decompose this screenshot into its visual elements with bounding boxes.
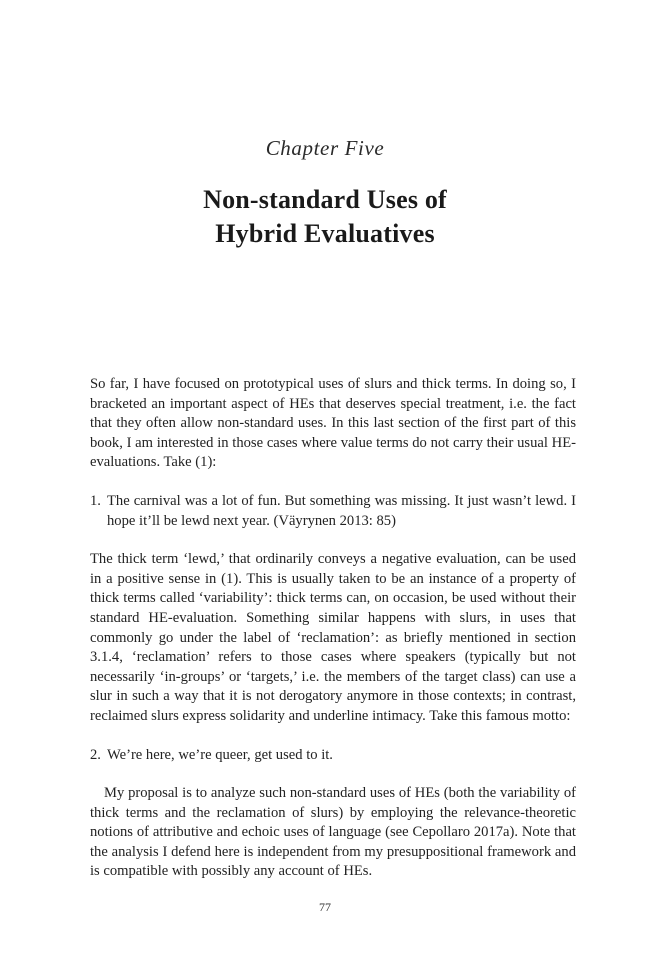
- example-1-text: The carnival was a lot of fun. But something was missing. It just wasn’t lewd. I hope it’ll be lewd next year. (Väyrynen 2013: 85): [107, 492, 576, 529]
- example-1: [90, 492, 576, 531]
- paragraph-3: My proposal is to analyze such non-standard uses of HEs (both the variability of thick terms and the reclamation of slurs) by employing the relevance-theoretic notions of attributive and echoic uses of language (see Cepollaro 2017a). Note that the analysis I defend here is independent from my presuppositional framework and is compatible with possibly any account of HEs.: [90, 785, 576, 880]
- paragraph-2: The thick term ‘lewd,’ that ordinarily conveys a negative evaluation, can be used in a positive sense in (1). This is usually taken to be an instance of a property of thick terms called ‘variability’: thick terms can, on occasion, be used without their standard HE-evaluation. Something similar happens with slurs, in uses that commonly go under the label of ‘reclamation’: as briefly mentioned in section 3.1.4, ‘reclamation’ refers to those cases where speakers (typically but not necessarily ‘in-groups’ or ‘targets,’ i.e. the members of the target class) can use a slur in such a way that it is not derogatory anymore in those contexts; in contrast, reclaimed slurs express solidarity and underline intimacy. Take this famous motto:: [90, 551, 576, 724]
- page-number: 77: [319, 900, 331, 914]
- example-1-number: 1.: [90, 492, 101, 509]
- chapter-title: [0, 183, 650, 251]
- example-2-text: We’re here, we’re queer, get used to it.: [107, 746, 333, 763]
- paragraph-1: So far, I have focused on prototypical uses of slurs and thick terms. In doing so, I bracketed an important aspect of HEs that deserves special treatment, i.e. the fact that they often allow non-standard uses. In this last section of the first part of this book, I am interested in those cases where value terms do not carry their usual HE-evaluations. Take (1):: [90, 376, 576, 471]
- chapter-label: Chapter Five: [265, 136, 385, 160]
- chapter-title-line-1: Non-standard Uses of: [203, 185, 447, 214]
- example-2-number: 2.: [90, 746, 101, 763]
- example-2: [90, 746, 576, 766]
- body-text: [90, 375, 576, 882]
- chapter-title-line-2: Hybrid Evaluatives: [215, 219, 435, 248]
